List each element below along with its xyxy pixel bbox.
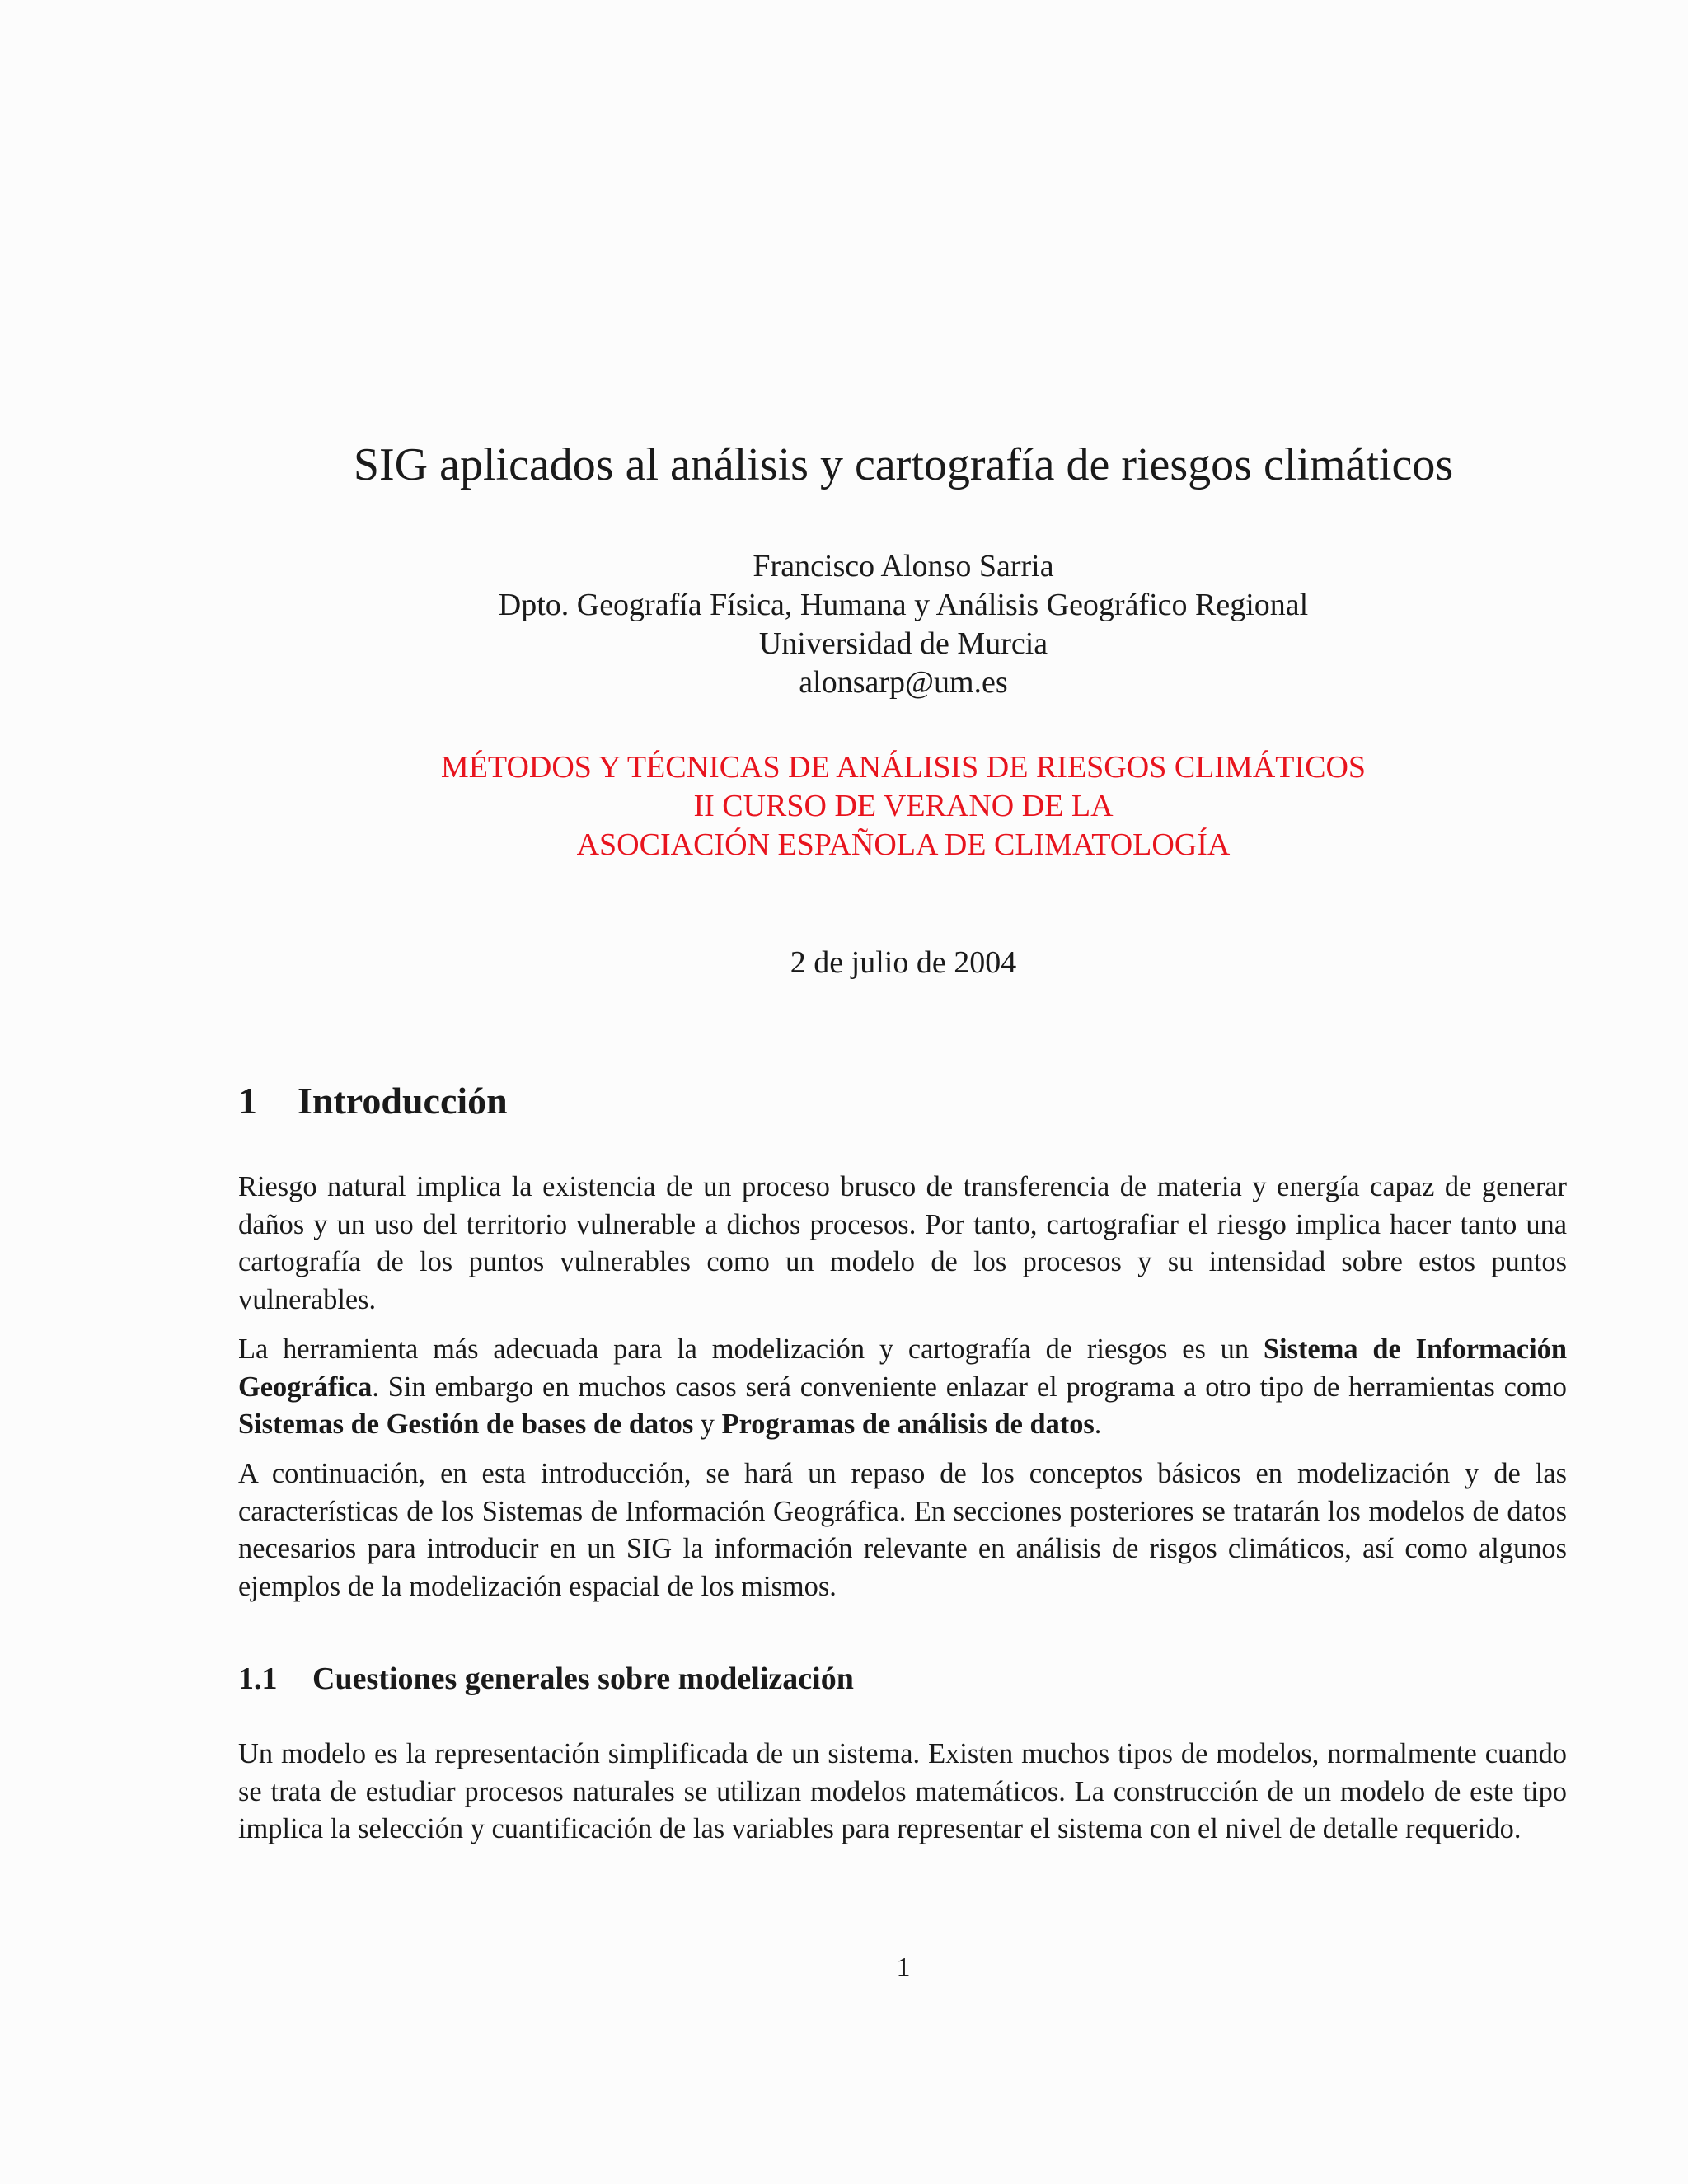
- modelizacion-paragraph-1: Un modelo es la representación simplificada de un sistema. Existen muchos tipos de modelos, normalmente cuando se trata de estudiar procesos naturales se utilizan modelos matemáticos. La construcción de un modelo de este tipo implica la selección y cuantificación de las variables para representar el sistema con el nivel de detalle requerido.: [238, 1738, 1567, 1845]
- paragraph-text: La herramienta más adecuada para la modelización y cartografía de riesgos es un: [238, 1333, 1264, 1365]
- author-email: alonsarp@um.es: [799, 665, 1008, 700]
- event-line-1: MÉTODOS Y TÉCNICAS DE ANÁLISIS DE RIESGOS CLIMÁTICOS: [440, 750, 1367, 785]
- bold-term-sgbd: Sistemas de Gestión de bases de datos: [238, 1408, 694, 1441]
- subsection-title: Cuestiones generales sobre modelización: [312, 1661, 854, 1696]
- intro-paragraph-3: A continuación, en esta introducción, se hará un repaso de los conceptos básicos en modelización y de las características de los Sistemas de Información Geográfica. En secciones posteriores se tratarán los modelos de datos necesarios para introducir en un SIG la información relevante en análisis de risgos climáticos, así como algunos ejemplos de la modelización espacial de los mismos.: [238, 1458, 1567, 1602]
- section-title: Introducción: [298, 1080, 508, 1122]
- section-heading-introduccion: [238, 1076, 508, 1126]
- intro-paragraph-2: [238, 1331, 1567, 1444]
- event-block: [0, 748, 1688, 865]
- subsection-number: 1.1: [238, 1661, 278, 1696]
- intro-paragraph-1: Riesgo natural implica la existencia de un proceso brusco de transferencia de materia y energía capaz de generar daños y un uso del territorio vulnerable a dichos procesos. Por tanto, cartografiar el riesgo implica hacer tanto una cartografía de los puntos vulnerables como un modelo de los procesos y su intensidad sobre estos puntos vulnerables.: [238, 1171, 1567, 1315]
- author-name: Francisco Alonso Sarria: [753, 549, 1054, 583]
- paragraph-text: .: [1094, 1408, 1102, 1441]
- paper-date: 2 de julio de 2004: [790, 945, 1017, 980]
- bold-term-analisis: Programas de análisis de datos: [721, 1408, 1095, 1441]
- author-block: [0, 547, 1688, 702]
- author-university: Universidad de Murcia: [758, 626, 1048, 661]
- event-line-2: II CURSO DE VERANO DE LA: [693, 789, 1114, 823]
- author-department: Dpto. Geografía Física, Humana y Análisis Geográfico Regional: [498, 588, 1309, 622]
- paragraph-text: . Sin embargo en muchos casos será conveniente enlazar el programa a otro tipo de herramientas como: [372, 1371, 1567, 1403]
- bold-term-sig: Sistema de Información Geográfica: [238, 1333, 1567, 1403]
- paragraph-text: y: [693, 1408, 722, 1441]
- page-number: 1: [896, 1952, 911, 1983]
- subsection-heading-modelizacion: [238, 1658, 854, 1699]
- section-number: 1: [238, 1080, 257, 1122]
- event-line-3: ASOCIACIÓN ESPAÑOLA DE CLIMATOLOGÍA: [576, 827, 1231, 862]
- paper-title: SIG aplicados al análisis y cartografía de riesgos climáticos: [353, 439, 1454, 490]
